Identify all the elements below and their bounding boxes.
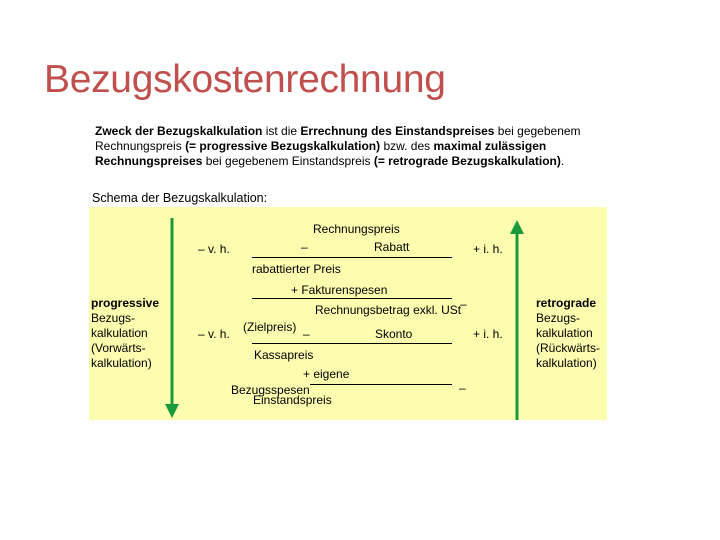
plus-fakturenspesen: + Fakturenspesen [291,283,388,297]
rabatt: Rabatt [374,240,410,254]
retrograde-bold: retrograde [536,296,597,310]
retrograde-l2: kalkulation [536,326,593,340]
minus-2: – [460,297,467,311]
intro-s9: (= retrograde Bezugskalkulation) [373,154,561,168]
intro-s8: bei gegebenem Einstandspreis [202,154,374,168]
minus-3: – [303,327,310,341]
plus-ih-1: + i. h. [473,242,503,256]
intro-s5: (= progressive Bezugskalkulation) [185,139,381,153]
line-rabatt [252,257,452,258]
intro-s3: Errechnung des Einstandspreises [300,124,495,138]
progressive-label [91,296,159,371]
intro-s2: ist die [262,124,301,138]
minus-vh-2: – v. h. [198,327,230,341]
down-arrow-head [165,404,179,418]
intro-s6: bzw. des [380,139,434,153]
minus-4: – [459,381,466,395]
plus-eigene: + eigene [303,367,350,381]
line-bezugsspesen [310,384,452,385]
intro-s10: . [560,154,565,168]
down-arrow-icon [164,218,180,420]
line-skonto [252,343,452,344]
rechnungspreis: Rechnungspreis [313,222,400,236]
page-title: Bezugskostenrechnung [44,58,446,101]
rechnungsbetrag: Rechnungsbetrag exkl. USt [315,303,462,317]
retrograde-label [536,296,600,371]
einstandspreis: Einstandspreis [253,393,332,407]
line-fakturenspesen [252,298,452,299]
minus-vh-1: – v. h. [198,242,230,256]
intro-s1: Zweck der Bezugskalkulation [95,124,263,138]
progressive-l1: Bezugs- [91,311,136,325]
bezugsspesen: Bezugsspesen [231,383,310,397]
up-arrow-head [510,220,524,234]
minus-1: – [301,240,308,254]
plus-ih-2: + i. h. [473,327,503,341]
progressive-bold: progressive [91,296,160,310]
progressive-l4: kalkulation) [91,356,152,370]
skonto: Skonto [375,327,413,341]
progressive-l2: kalkulation [91,326,148,340]
progressive-l3: (Vorwärts- [91,341,146,355]
intro-s7: maximal zulässigen Rechnungspreises [95,139,547,168]
schema-heading: Schema der Bezugskalkulation: [92,191,268,205]
kassapreis: Kassapreis [254,348,314,362]
retrograde-l4: kalkulation) [536,356,597,370]
retrograde-l3: (Rückwärts- [536,341,601,355]
retrograde-l1: Bezugs- [536,311,581,325]
up-arrow-icon [509,218,525,420]
zielpreis: (Zielpreis) [243,320,297,334]
intro-s4: bei gegebenem Rechnungspreis [95,124,581,153]
rabattierter-preis: rabattierter Preis [252,262,341,276]
intro-paragraph [95,124,615,169]
